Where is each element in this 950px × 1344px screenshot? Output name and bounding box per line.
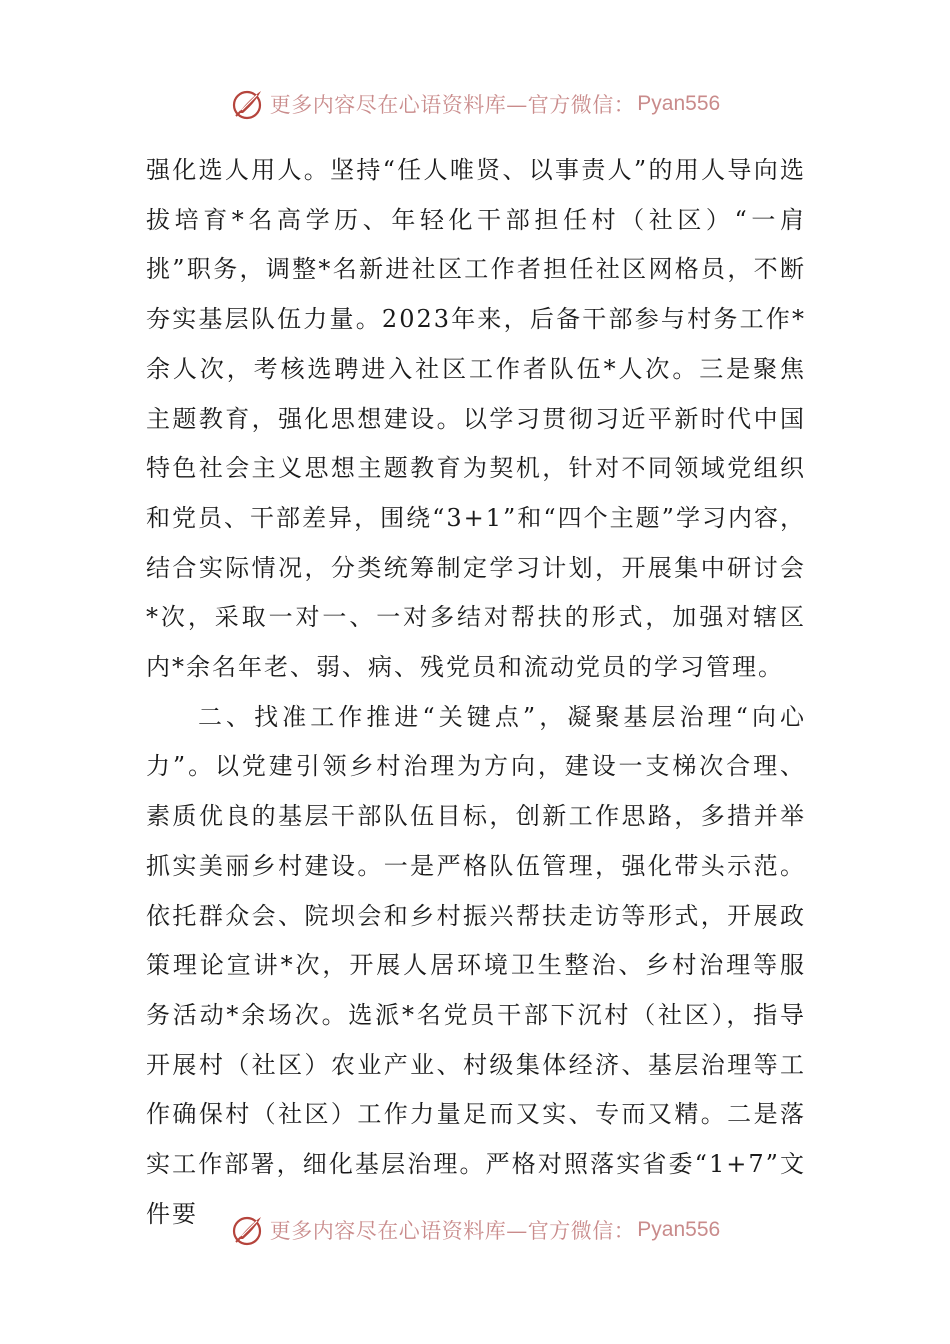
watermark-wechat-id: Pyan556 bbox=[637, 1218, 721, 1241]
paragraph-1: 强化选人用人。坚持“任人唯贤、以事责人”的用人导向选拔培育*名高学历、年轻化干部担任村（社区）“一肩挑”职务，调整*名新进社区工作者担任社区网格员，不断夯实基层队伍力量。2023年来，后备干部参与村务工作*余人次，考核选聘进入社区工作者队伍*人次。三是聚焦主题教育，强化思想建设。以学习贯彻习近平新时代中国特色社会主义思想主题教育为契机，针对不同领域党组织和党员、干部差异，围绕“3+1”和“四个主题”学习内容，结合实际情况，分类统筹制定学习计划，开展集中研讨会*次，采取一对一、一对多结对帮扶的形式，加强对辖区内*余名年老、弱、病、残党员和流动党员的学习管理。 bbox=[146, 156, 806, 682]
quill-logo-icon bbox=[230, 1212, 266, 1248]
watermark-wechat-id: Pyan556 bbox=[637, 92, 721, 115]
document-body bbox=[146, 146, 806, 1239]
watermark-text: 更多内容尽在心语资料库—官方微信： bbox=[269, 1219, 636, 1243]
footer-watermark bbox=[0, 1210, 950, 1250]
paragraph-2: 二、找准工作推进“关键点”，凝聚基层治理“向心力”。以党建引领乡村治理为方向，建设一支梯次合理、素质优良的基层干部队伍目标，创新工作思路，多措并举抓实美丽乡村建设。一是严格队伍管理，强化带头示范。依托群众会、院坝会和乡村振兴帮扶走访等形式，开展政策理论宣讲*次，开展人居环境卫生整治、乡村治理等服务活动*余场次。选派*名党员干部下沉村（社区），指导开展村（社区）农业产业、村级集体经济、基层治理等工作确保村（社区）工作力量足而又实、专而又精。二是落实工作部署，细化基层治理。严格对照落实省委“1+7”文件要 bbox=[146, 702, 806, 1228]
header-watermark bbox=[0, 84, 950, 124]
quill-logo-icon bbox=[230, 86, 266, 122]
watermark-text: 更多内容尽在心语资料库—官方微信： bbox=[269, 93, 636, 117]
